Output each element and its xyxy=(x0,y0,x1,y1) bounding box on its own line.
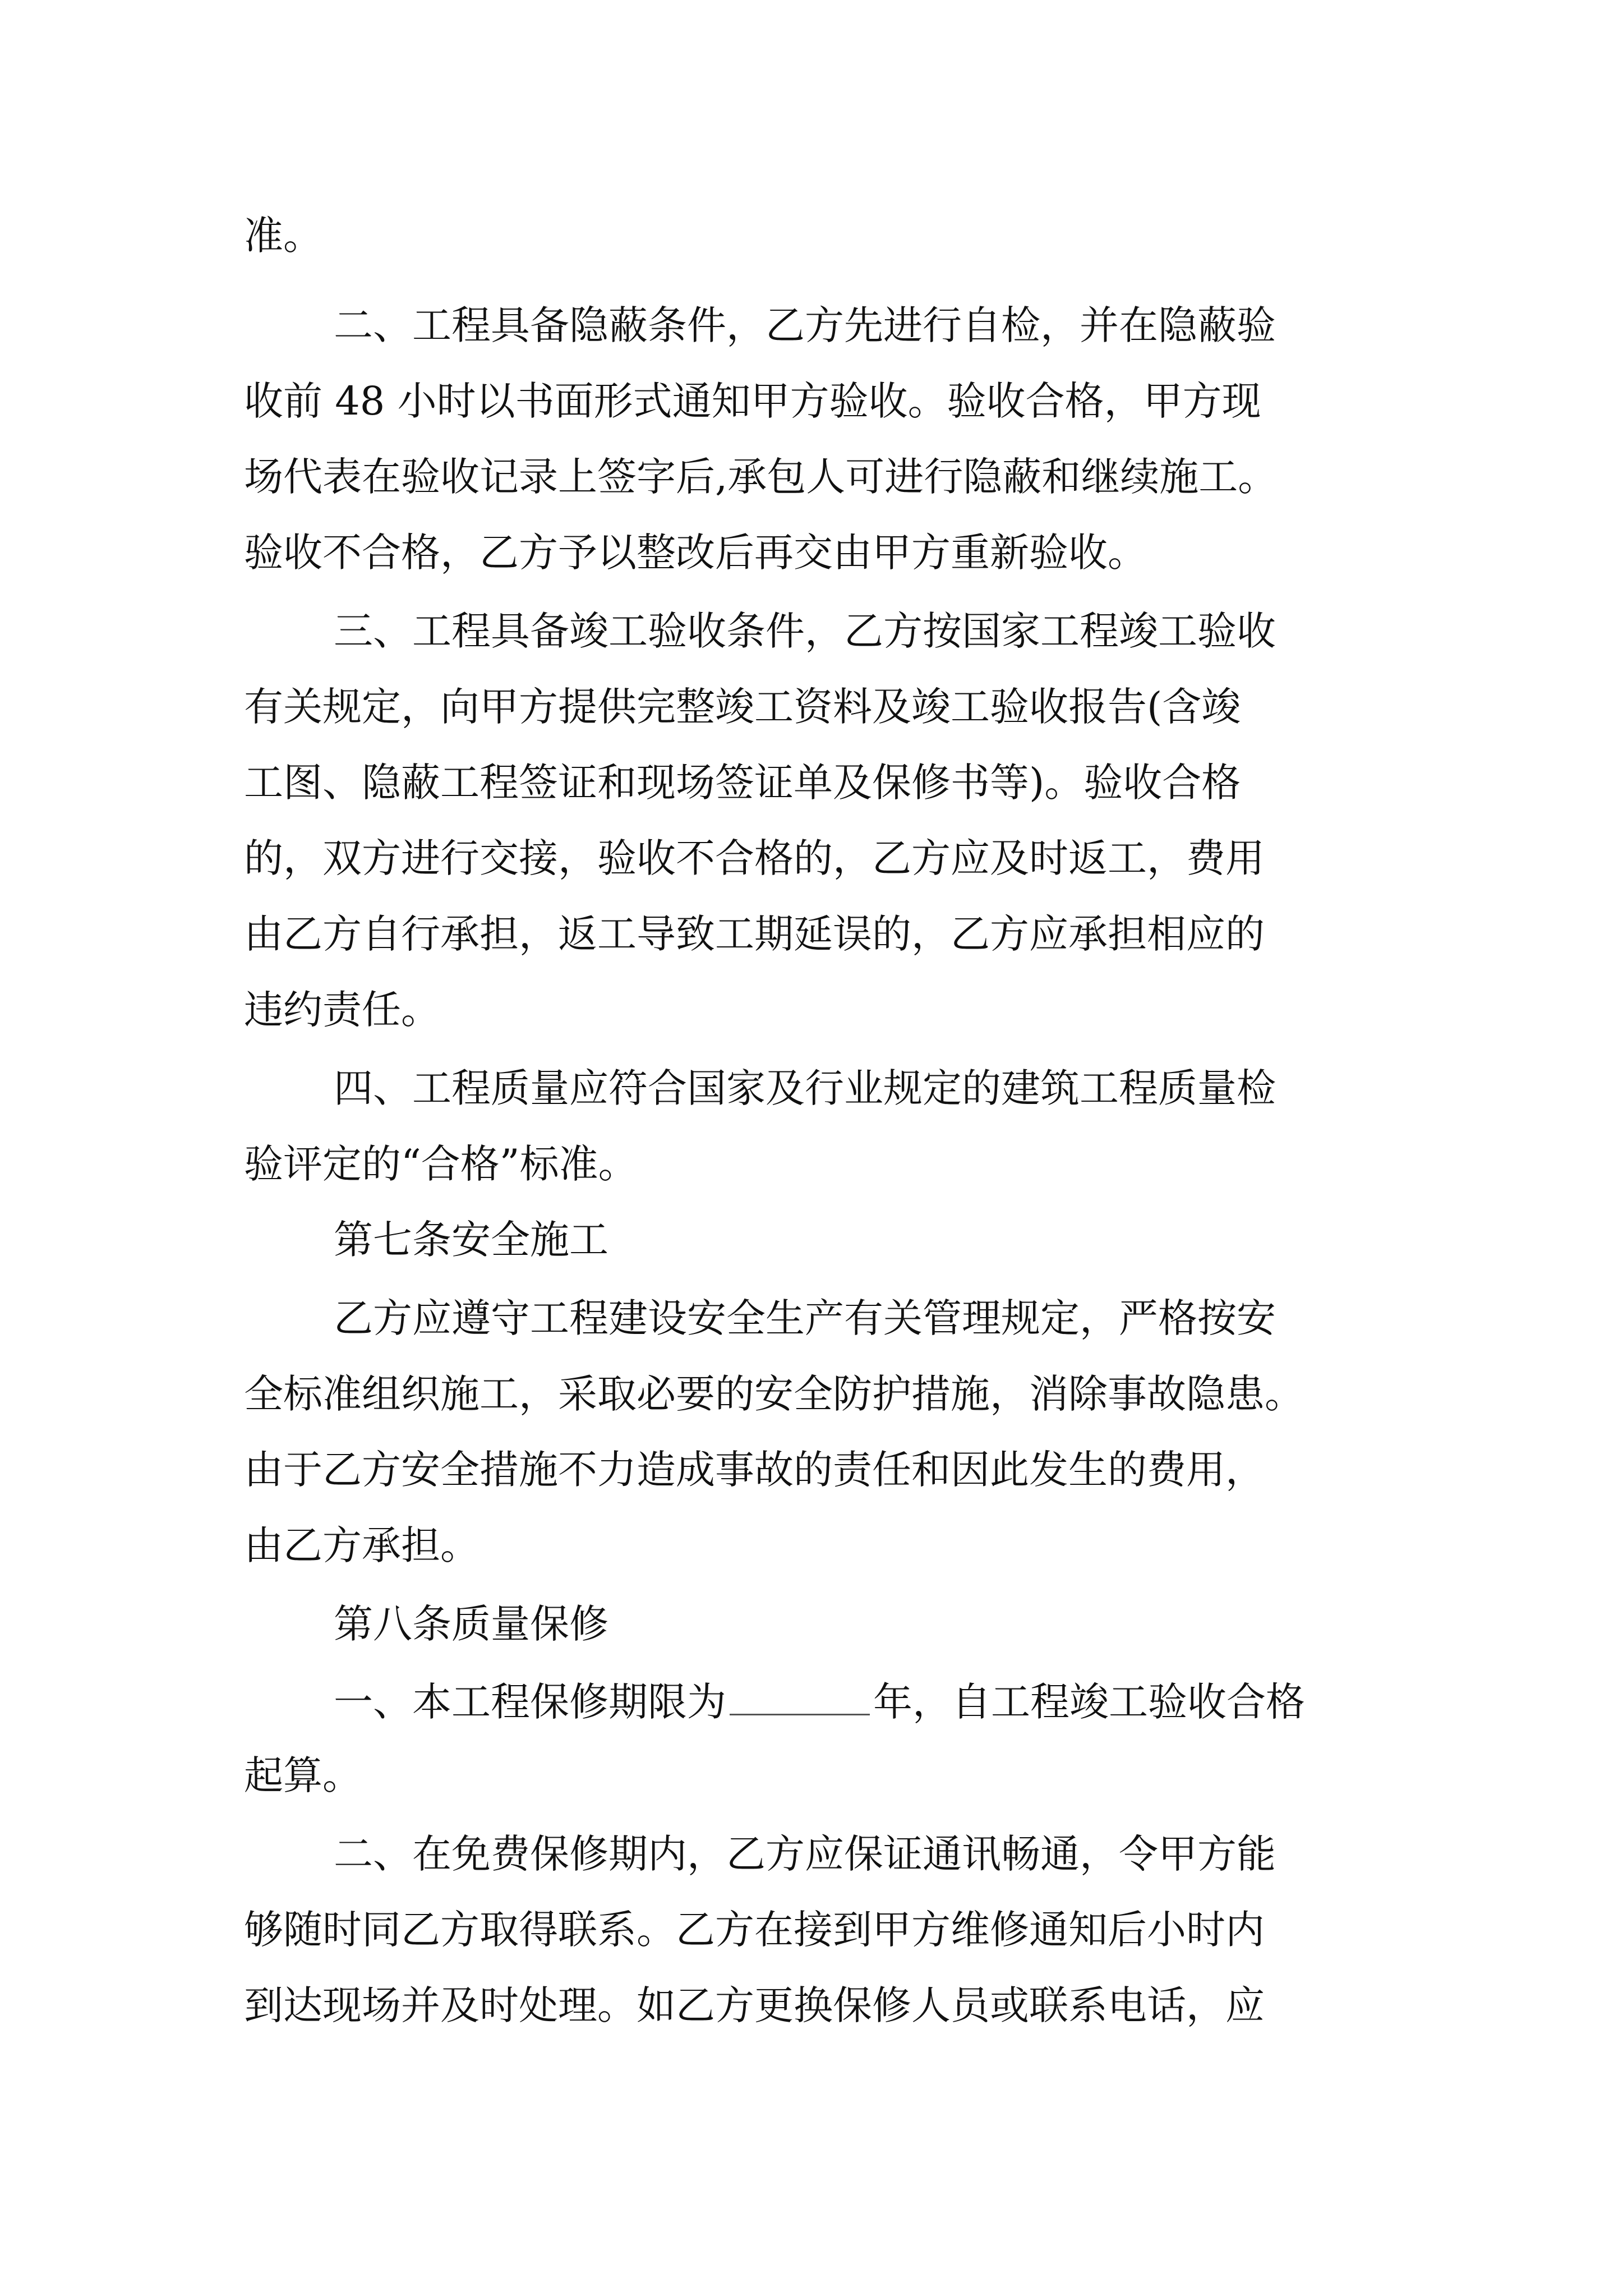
text-line: 全标准组织施工，采取必要的安全防护措施，消除事故隐患。 xyxy=(244,1371,1304,1417)
text-line: 收前 48 小时以书面形式通知甲方验收。验收合格，甲方现 xyxy=(244,378,1261,424)
text-line: 到达现场并及时处理。如乙方更换保修人员或联系电话，应 xyxy=(244,1982,1265,2028)
text-line: 由于乙方安全措施不力造成事故的责任和因此发生的费用， xyxy=(244,1447,1265,1493)
text-segment: 一、本工程保修期限为 xyxy=(334,1679,726,1725)
text-line: 四、工程质量应符合国家及行业规定的建筑工程质量检 xyxy=(334,1065,1276,1111)
text-line: 三、工程具备竣工验收条件，乙方按国家工程竣工验收 xyxy=(334,608,1276,654)
text-line: 够随时同乙方取得联系。乙方在接到甲方维修通知后小时内 xyxy=(244,1907,1265,1953)
section-heading: 第八条质量保修 xyxy=(334,1601,608,1647)
text-line: 二、工程具备隐蔽条件，乙方先进行自检，并在隐蔽验 xyxy=(334,302,1276,348)
text-line: 有关规定，向甲方提供完整竣工资料及竣工验收报告(含竣 xyxy=(244,684,1241,730)
text-line: 的，双方进行交接，验收不合格的，乙方应及时返工，费用 xyxy=(244,835,1265,881)
text-line: 验评定的“合格”标准。 xyxy=(244,1141,638,1187)
text-line: 二、在免费保修期内，乙方应保证通讯畅通，令甲方能 xyxy=(334,1831,1276,1877)
text-line xyxy=(334,1679,1305,1725)
section-heading: 第七条安全施工 xyxy=(334,1217,608,1263)
text-line: 验收不合格，乙方予以整改后再交由甲方重新验收。 xyxy=(244,530,1147,576)
blank-underline xyxy=(730,1680,870,1715)
text-line: 由乙方自行承担，返工导致工期延误的，乙方应承担相应的 xyxy=(244,911,1265,957)
text-line: 由乙方承担。 xyxy=(244,1522,479,1568)
text-line: 准。 xyxy=(244,213,322,259)
text-line: 工图、隐蔽工程签证和现场签证单及保修书等)。验收合格 xyxy=(244,760,1241,806)
text-line: 违约责任。 xyxy=(244,987,440,1033)
text-line: 起算。 xyxy=(244,1752,362,1798)
text-line: 场代表在验收记录上签字后,承包人可进行隐蔽和继续施工。 xyxy=(244,454,1278,500)
text-segment: 年，自工程竣工验收合格 xyxy=(873,1679,1305,1725)
text-line: 乙方应遵守工程建设安全生产有关管理规定，严格按安 xyxy=(334,1295,1276,1341)
